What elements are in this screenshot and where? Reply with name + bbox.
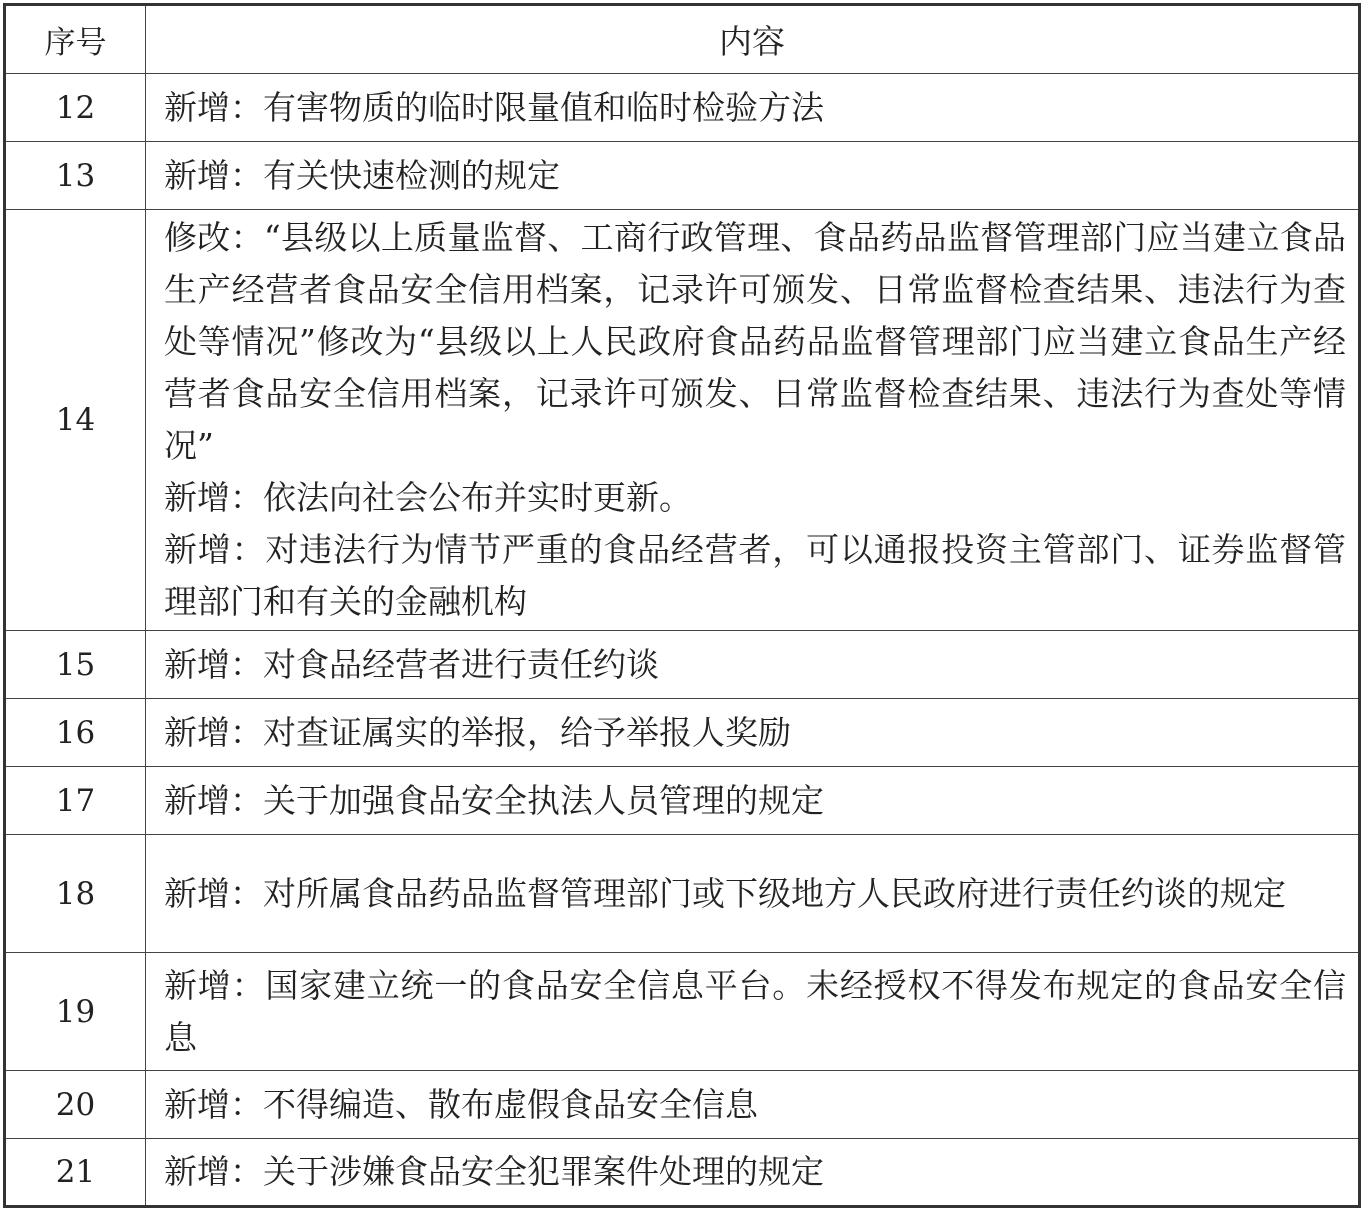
row-number: 14	[5, 210, 146, 631]
row-number: 21	[5, 1139, 146, 1207]
table-row	[5, 767, 1360, 835]
row-content	[146, 767, 1360, 835]
row-number: 16	[5, 699, 146, 767]
row-number: 18	[5, 835, 146, 953]
content-paragraph: 新增：关于涉嫌食品安全犯罪案件处理的规定	[164, 1152, 824, 1191]
content-paragraph: 新增：对所属食品药品监督管理部门或下级地方人民政府进行责任约谈的规定	[164, 873, 1286, 913]
content-paragraph: 新增：关于加强食品安全执法人员管理的规定	[164, 780, 824, 820]
table-row	[5, 1071, 1360, 1139]
row-content	[146, 1071, 1360, 1139]
content-paragraph: 新增：有关快速检测的规定	[164, 155, 560, 195]
row-content	[146, 210, 1360, 631]
row-content	[146, 953, 1360, 1071]
table-row	[5, 142, 1360, 210]
content-paragraph: 新增：有害物质的临时限量值和临时检验方法	[164, 87, 824, 127]
row-content	[146, 835, 1360, 953]
content-paragraph: 新增：不得编造、散布虚假食品安全信息	[164, 1084, 758, 1124]
table-header-row	[5, 5, 1360, 74]
header-content: 内容	[146, 5, 1360, 74]
content-paragraph: 修改：“县级以上质量监督、工商行政管理、食品药品监督管理部门应当建立食品生产经营者食品安全信用档案，记录许可颁发、日常监督检查结果、违法行为查处等情况”修改为“县级以上人民政府食品药品监督管理部门应当建立食品生产经营者食品安全信用档案，记录许可颁发、日常监督检查结果、违法行为查处等情况”	[164, 218, 1346, 465]
table-row	[5, 1139, 1360, 1207]
content-paragraph: 新增：国家建立统一的食品安全信息平台。未经授权不得发布规定的食品安全信息	[164, 965, 1346, 1057]
row-number: 15	[5, 631, 146, 699]
row-number: 12	[5, 74, 146, 142]
content-paragraph: 新增：对食品经营者进行责任约谈	[164, 644, 659, 684]
content-paragraph: 新增：对查证属实的举报，给予举报人奖励	[164, 712, 791, 752]
row-number: 20	[5, 1071, 146, 1139]
row-content	[146, 699, 1360, 767]
content-paragraph: 新增：对违法行为情节严重的食品经营者，可以通报投资主管部门、证券监督管理部门和有关的金融机构	[164, 530, 1346, 621]
header-number: 序号	[5, 5, 146, 74]
row-content	[146, 142, 1360, 210]
amendments-table	[3, 3, 1361, 1208]
table-row	[5, 210, 1360, 631]
table-row	[5, 631, 1360, 699]
table-row	[5, 835, 1360, 953]
table-row	[5, 699, 1360, 767]
row-content	[146, 1139, 1360, 1207]
row-number: 13	[5, 142, 146, 210]
row-number: 19	[5, 953, 146, 1071]
row-number: 17	[5, 767, 146, 835]
table-row	[5, 74, 1360, 142]
row-content	[146, 74, 1360, 142]
table-row	[5, 953, 1360, 1071]
row-content	[146, 631, 1360, 699]
content-paragraph: 新增：依法向社会公布并实时更新。	[164, 478, 692, 517]
